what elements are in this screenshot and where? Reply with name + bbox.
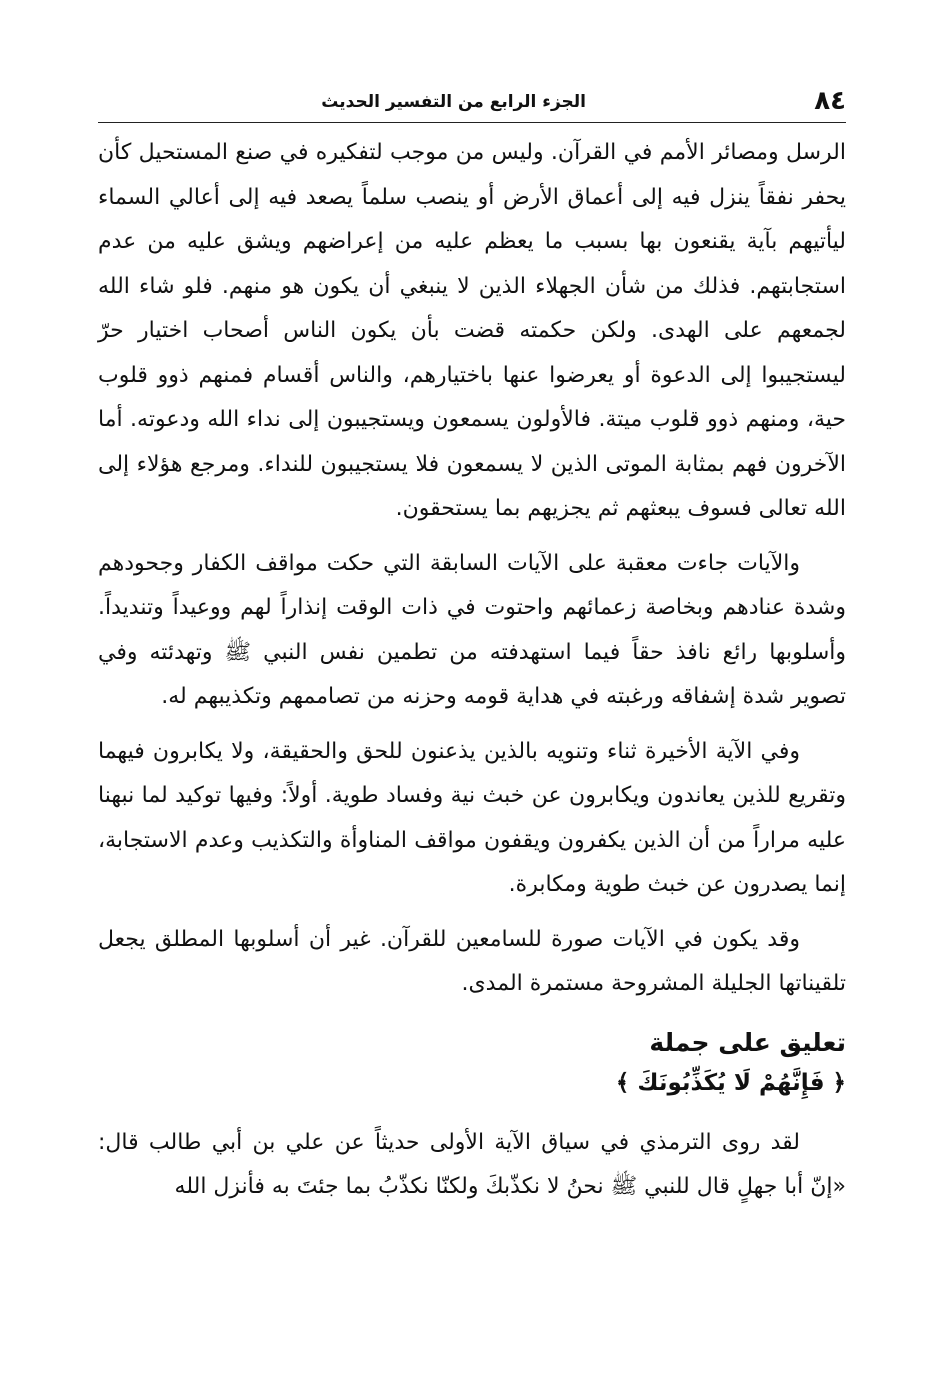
section-verse: ﴿ فَإِنَّهُمْ لَا يُكَذِّبُونَكَ ﴾ <box>615 1069 846 1096</box>
paragraph-verses-commentary: والآيات جاءت معقبة على الآيات السابقة التي حكت مواقف الكفار وجحودهم وشدة عنادهم وبخاصة زعمائهم واحتوت في ذات الوقت إنذاراً لهم ووعيداً وتنديداً. وأسلوبها رائع نافذ حقاً فيما استهدفته من تطمين نفس النبي ﷺ وتهدئته وفي تصوير شدة إشفاقه ورغبته في هداية قومه وحزنه من تصاممهم وتكذيبهم له. <box>98 550 846 709</box>
running-title: الجزء الرابع من التفسير الحديث <box>321 92 586 112</box>
paragraph-audience: وقد يكون في الآيات صورة للسامعين للقرآن. غير أن أسلوبها المطلق يجعل تلقيناتها الجليلة المشروحة مستمرة المدى. <box>98 926 846 996</box>
paragraph-continuation: الرسل ومصائر الأمم في القرآن. وليس من موجب لتفكيره في صنع المستحيل كأن يحفر نفقاً ينزل فيه إلى أعماق الأرض أو ينصب سلماً يصعد فيه إلى أعالي السماء ليأتيهم بآية يقنعون بها بسبب ما يعظم عليه من إعراضهم ويشق عليه من عدم استجابتهم. فذلك من شأن الجهلاء الذين لا ينبغي أن يكون هو منهم. فلو شاء الله لجمعهم على الهدى. ولكن حكمته قضت بأن يكون الناس أصحاب اختيار حرّ ليستجيبوا إلى الدعوة أو يعرضوا عنها باختيارهم، والناس أقسام فمنهم ذوو قلوب حية، ومنهم ذوو قلوب ميتة. فالأولون يسمعون ويستجيبون إلى نداء الله ودعوته. أما الآخرون فهم بمثابة الموتى الذين لا يسمعون فلا يستجيبون للنداء. ومرجع هؤلاء إلى الله تعالى فسوف يبعثهم ثم يجزيهم بما يستحقون. <box>98 140 846 521</box>
paragraph-hadith: لقد روى الترمذي في سياق الآية الأولى حديثاً عن علي بن أبي طالب قال: «إنّ أبا جهلٍ قال للنبي ﷺ نحنُ لا نكذّبكَ ولكنّا نكذّبُ بما جئتَ به فأنزل الله <box>98 1129 846 1199</box>
section-heading <box>98 1023 846 1103</box>
page-number: ٨٤ <box>814 86 846 116</box>
body-text <box>98 131 846 1210</box>
book-page <box>98 86 846 1210</box>
section-title: تعليق على جملة <box>649 1027 846 1057</box>
paragraph-last-verse: وفي الآية الأخيرة ثناء وتنويه بالذين يذعنون للحق والحقيقة، ولا يكابرون فيهما وتقريع للذين يعاندون ويكابرون عن خبث نية وفساد طوية. أولاً: وفيها توكيد لما نبهنا عليه مراراً من أن الذين يكفرون ويقفون مواقف المناوأة والتكذيب وعدم الاستجابة، إنما يصدرون عن خبث طوية ومكابرة. <box>98 738 846 897</box>
page-header <box>98 86 846 123</box>
